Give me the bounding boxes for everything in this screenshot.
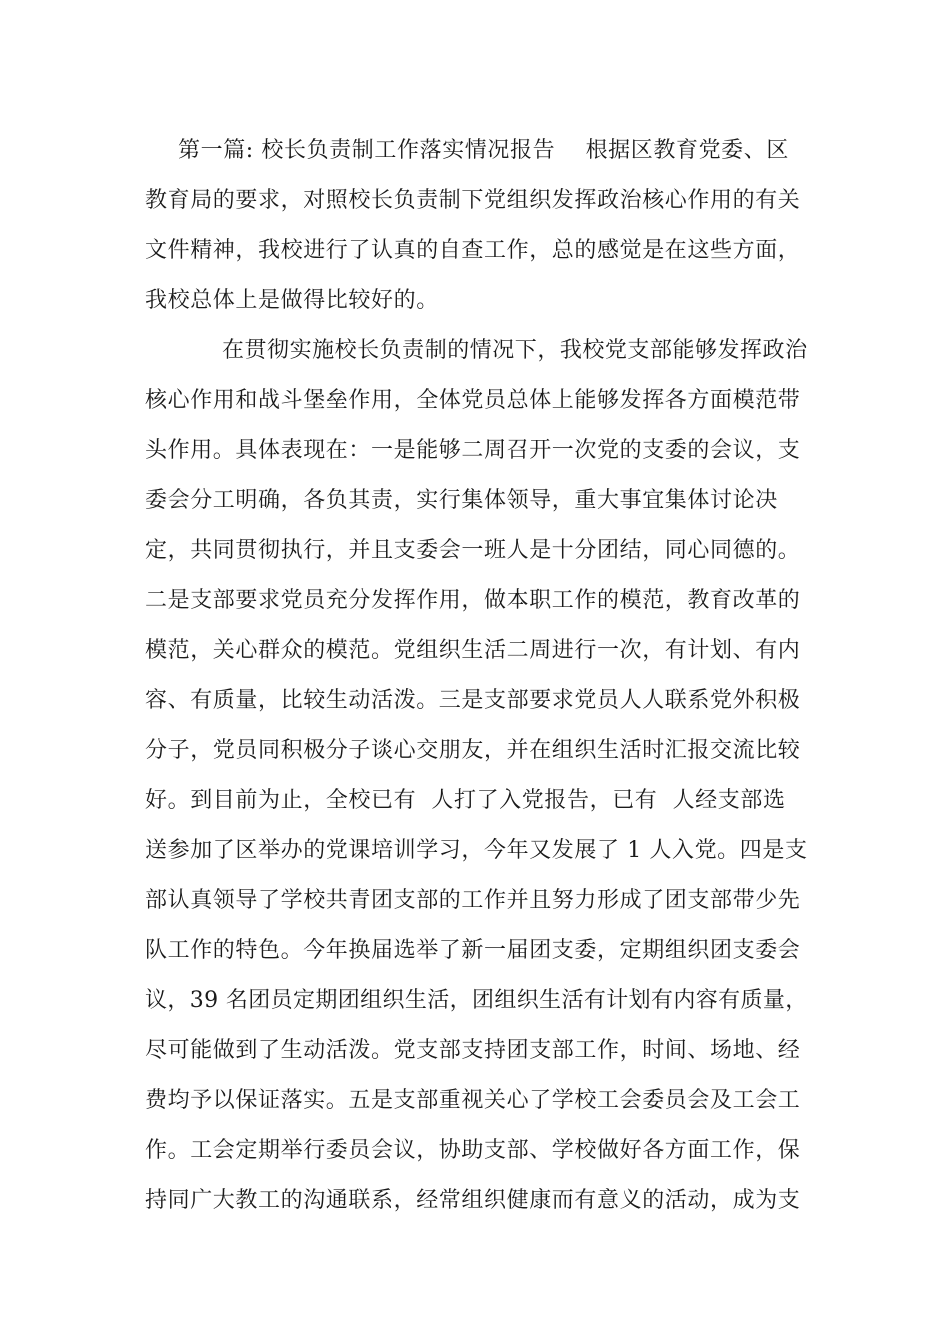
text-line: 定，共同贯彻执行，并且支委会一班人是十分团结，同心同德的。 bbox=[145, 538, 801, 563]
text-line: 在贯彻实施校长负责制的情况下，我校党支部能够发挥政治 bbox=[222, 338, 808, 363]
text-line: 核心作用和战斗堡垒作用，全体党员总体上能够发挥各方面模范带 bbox=[145, 388, 801, 413]
text-line: 送参加了区举办的党课培训学习，今年又发展了 1 人入党。四是支 bbox=[145, 838, 808, 863]
text-line: 容、有质量，比较生动活泼。三是支部要求党员人人联系党外积极 bbox=[145, 688, 801, 713]
text-line: 我校总体上是做得比较好的。 bbox=[145, 288, 439, 313]
text-line: 好。到目前为止，全校已有 人打了入党报告，已有 人经支部选 bbox=[145, 788, 786, 813]
text-line: 分子，党员同积极分子谈心交朋友，并在组织生活时汇报交流比较 bbox=[145, 738, 801, 763]
text-line: 部认真领导了学校共青团支部的工作并且努力形成了团支部带少先 bbox=[145, 888, 801, 913]
text-line: 二是支部要求党员充分发挥作用，做本职工作的模范，教育改革的 bbox=[145, 588, 801, 613]
text-line: 持同广大教工的沟通联系，经常组织健康而有意义的活动，成为支 bbox=[145, 1188, 801, 1213]
text-line: 第一篇: 校长负责制工作落实情况报告 根据区教育党委、区 bbox=[178, 138, 789, 163]
text-line: 教育局的要求，对照校长负责制下党组织发挥政治核心作用的有关 bbox=[145, 188, 801, 213]
text-line: 文件精神，我校进行了认真的自查工作，总的感觉是在这些方面， bbox=[145, 238, 801, 263]
text-line: 费均予以保证落实。五是支部重视关心了学校工会委员会及工会工 bbox=[145, 1088, 801, 1113]
text-line: 队工作的特色。今年换届选举了新一届团支委，定期组织团支委会 bbox=[145, 938, 801, 963]
text-line: 头作用。具体表现在：一是能够二周召开一次党的支委的会议，支 bbox=[145, 438, 801, 463]
text-line: 尽可能做到了生动活泼。党支部支持团支部工作，时间、场地、经 bbox=[145, 1038, 801, 1063]
text-line: 模范，关心群众的模范。党组织生活二周进行一次，有计划、有内 bbox=[145, 638, 801, 663]
text-line: 议，39 名团员定期团组织生活，团组织生活有计划有内容有质量， bbox=[145, 988, 808, 1013]
text-line: 委会分工明确，各负其责，实行集体领导，重大事宜集体讨论决 bbox=[145, 488, 778, 513]
text-line: 作。工会定期举行委员会议，协助支部、学校做好各方面工作，保 bbox=[145, 1138, 801, 1163]
